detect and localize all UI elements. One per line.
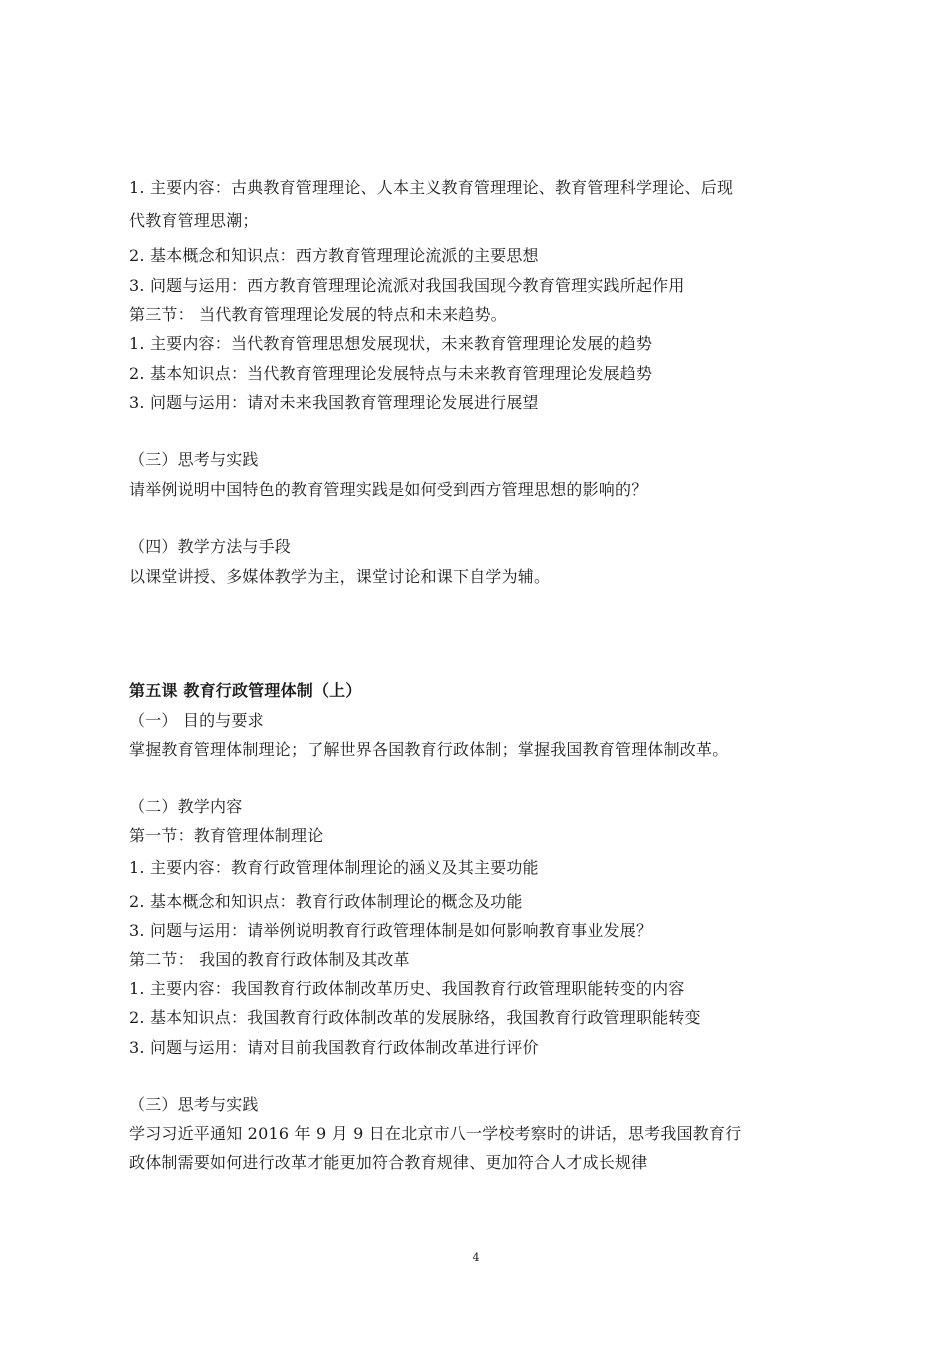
section-heading: 第一节：教育管理体制理论: [129, 826, 324, 845]
text-line: 2. 基本概念和知识点：教育行政体制理论的概念及功能: [129, 892, 523, 911]
lesson-title: 第五课 教育行政管理体制（上）: [129, 681, 362, 700]
subsection-heading: （四）教学方法与手段: [129, 537, 292, 556]
text-line: 代教育管理思潮；: [129, 211, 259, 230]
text-line: 3. 问题与运用：请举例说明教育行政管理体制是如何影响教育事业发展？: [129, 921, 653, 940]
subsection-heading: （一） 目的与要求: [129, 711, 264, 730]
subsection-heading: （三）思考与实践: [129, 450, 259, 469]
text-line: 3. 问题与运用：西方教育管理理论流派对我国我国现今教育管理实践所起作用: [129, 276, 685, 295]
text-line: 3. 问题与运用：请对目前我国教育行政体制改革进行评价: [129, 1038, 539, 1057]
text-line: 请举例说明中国特色的教育管理实践是如何受到西方管理思想的影响的？: [129, 480, 648, 499]
text-line: 学习习近平通知 2016 年 9 月 9 日在北京市八一学校考察时的讲话，思考我国教育行: [129, 1124, 742, 1143]
subsection-heading: （三）思考与实践: [129, 1095, 259, 1114]
text-line: 2. 基本知识点：当代教育管理理论发展特点与未来教育管理理论发展趋势: [129, 364, 653, 383]
text-line: 3. 问题与运用：请对未来我国教育管理理论发展进行展望: [129, 393, 539, 412]
text-line: 2. 基本知识点：我国教育行政体制改革的发展脉络，我国教育行政管理职能转变: [129, 1008, 701, 1027]
text-line: 以课堂讲授、多媒体教学为主，课堂讨论和课下自学为辅。: [129, 567, 551, 586]
text-line: 政体制需要如何进行改革才能更加符合教育规律、更加符合人才成长规律: [129, 1153, 648, 1172]
subsection-heading: （二）教学内容: [129, 797, 243, 816]
text-line: 掌握教育管理体制理论；了解世界各国教育行政体制；掌握我国教育管理体制改革。: [129, 740, 729, 759]
text-line: 1. 主要内容：我国教育行政体制改革历史、我国教育行政管理职能转变的内容: [129, 979, 685, 998]
section-heading: 第二节： 我国的教育行政体制及其改革: [129, 950, 410, 969]
text-line: 1. 主要内容：古典教育管理理论、人本主义教育管理理论、教育管理科学理论、后现: [129, 178, 734, 197]
text-line: 2. 基本概念和知识点：西方教育管理理论流派的主要思想: [129, 246, 539, 265]
text-line: 1. 主要内容：教育行政管理体制理论的涵义及其主要功能: [129, 858, 539, 877]
page-number: 4: [472, 1251, 480, 1264]
section-heading: 第三节： 当代教育管理理论发展的特点和未来趋势。: [129, 305, 507, 324]
text-line: 1. 主要内容：当代教育管理思想发展现状，未来教育管理理论发展的趋势: [129, 334, 653, 353]
